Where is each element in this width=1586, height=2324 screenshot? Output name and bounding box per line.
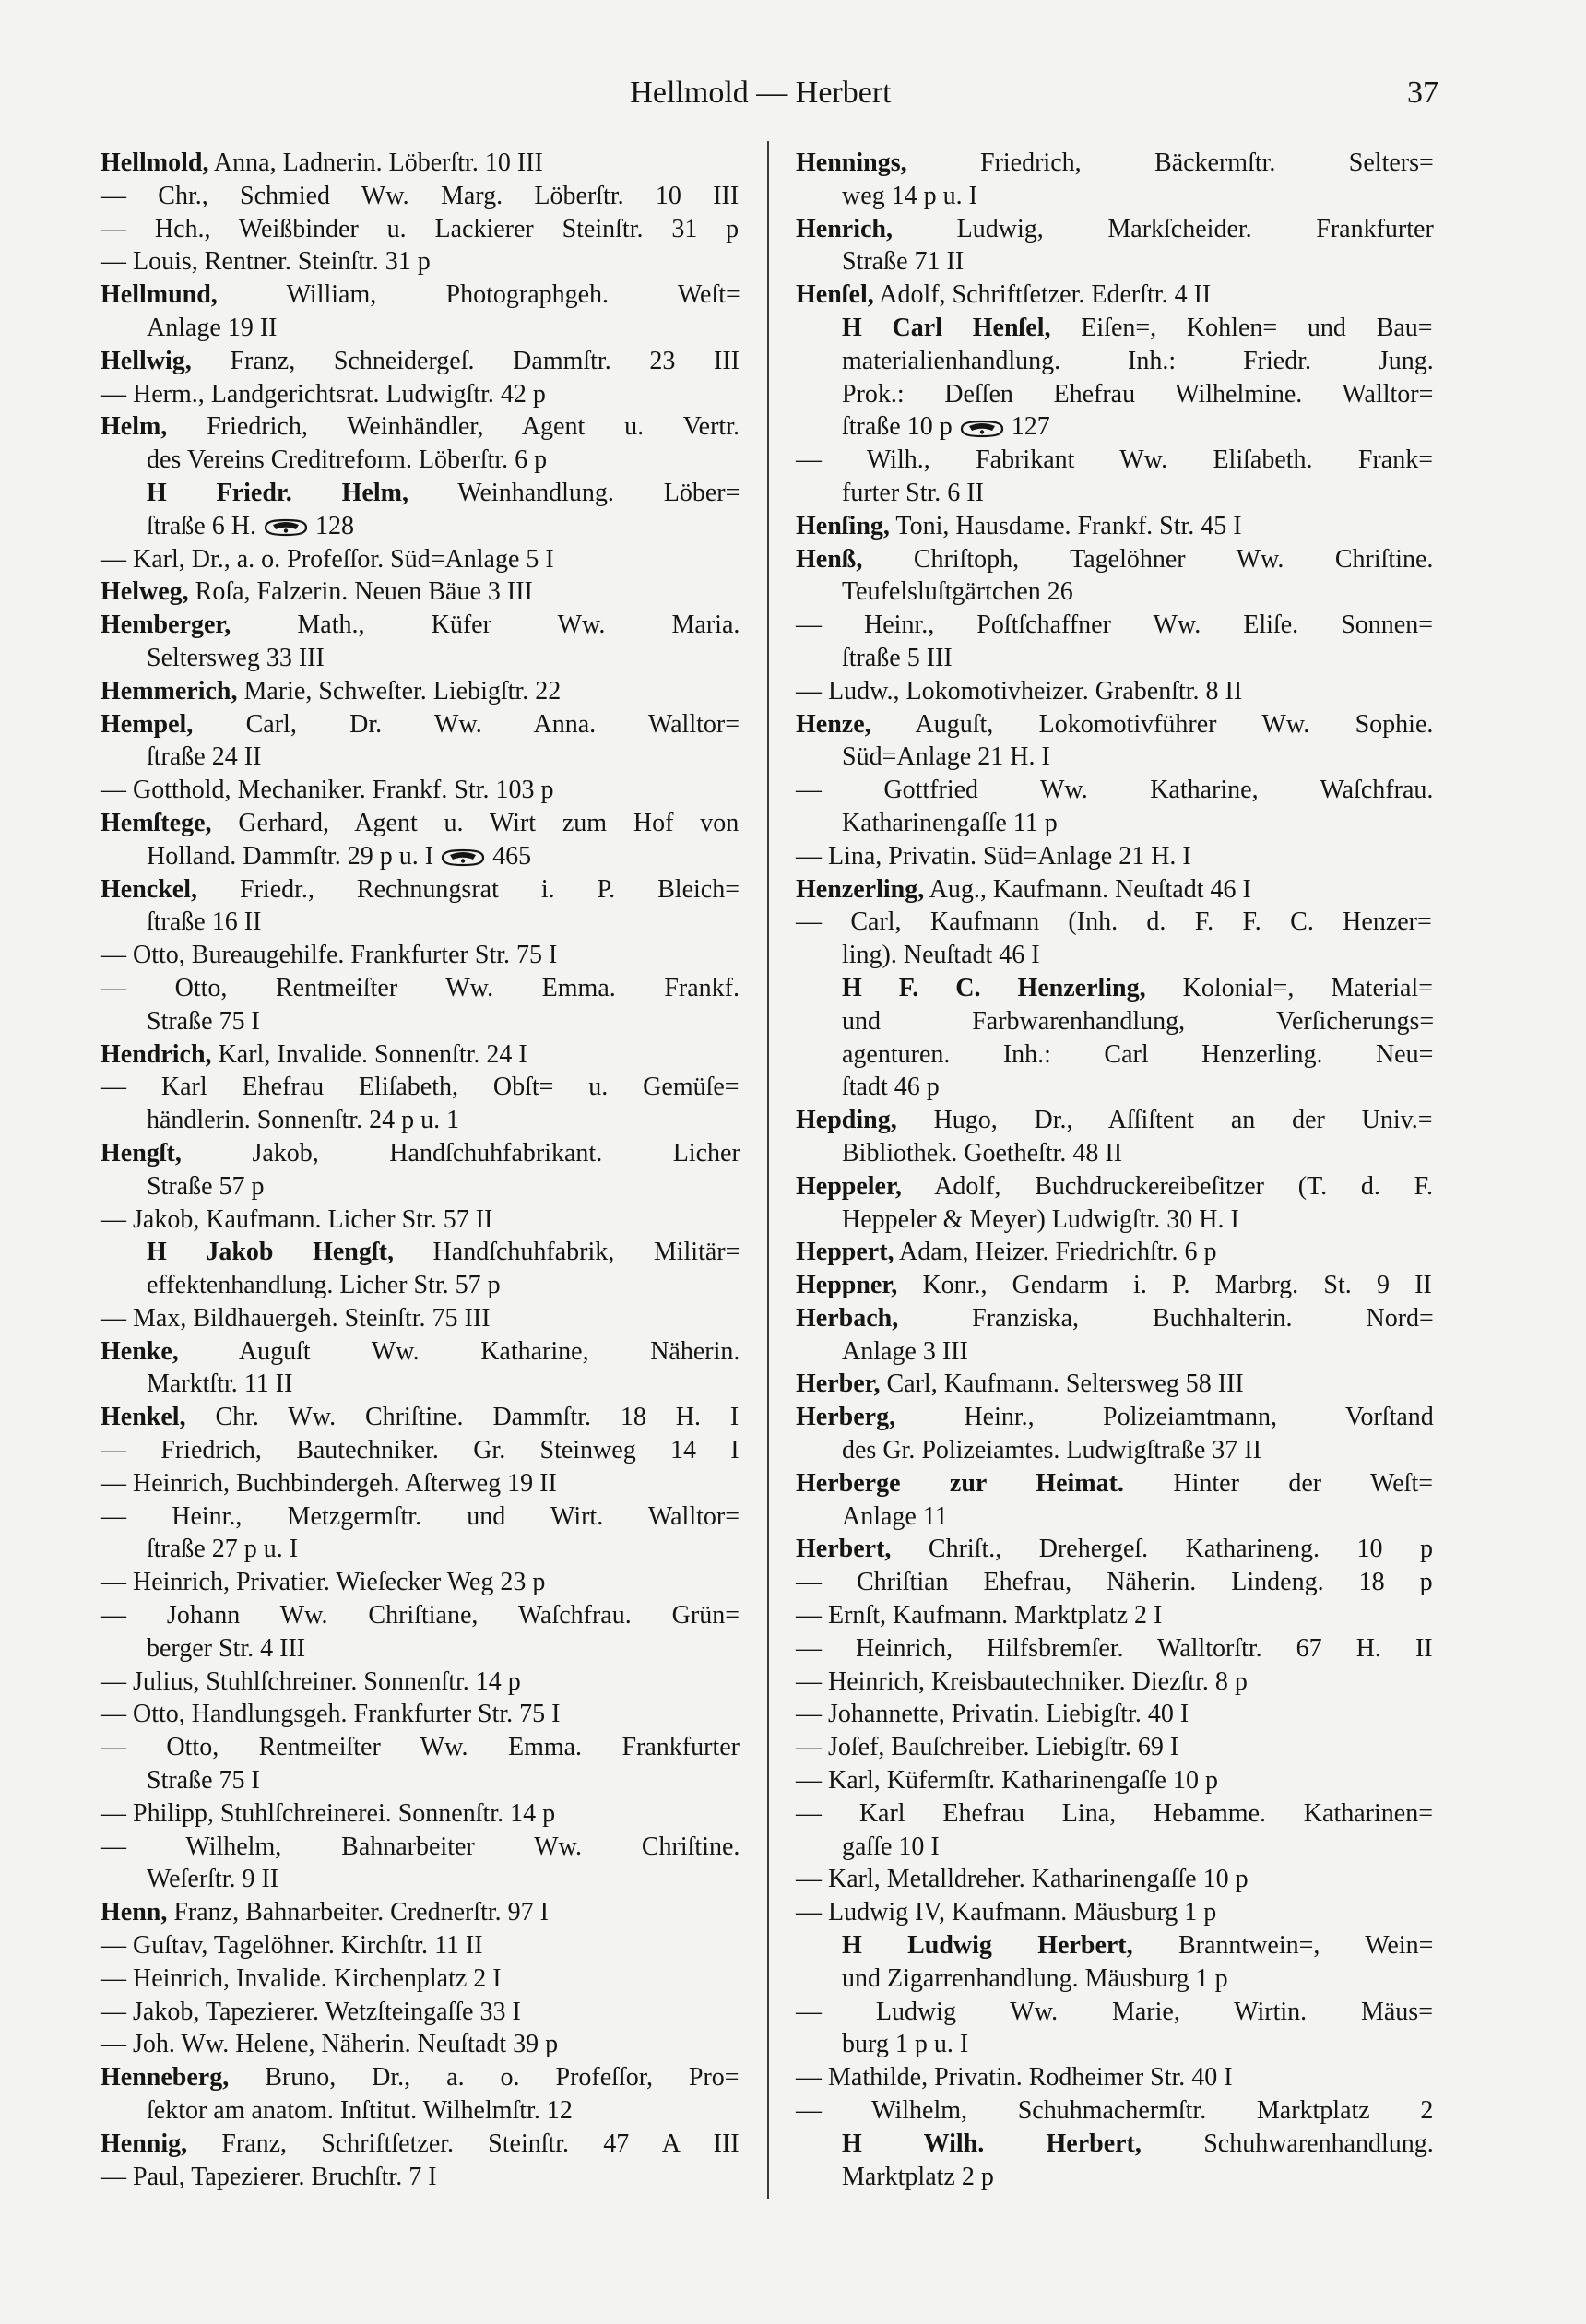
entry-text: — Guſtav, Tagelöhner. Kirchſtr. 11 II: [101, 1931, 483, 1961]
entry-text: — Joſef, Bauſchreiber. Liebigſtr. 69 I: [796, 1733, 1179, 1762]
entry-text: Anlage 19 II: [147, 313, 278, 342]
sub-entry: [796, 1764, 1435, 1797]
entry-text: Hugo, Dr., Aſſiſtent an der Univ.=: [933, 1106, 1433, 1135]
entry-name: Henn,: [101, 1898, 168, 1927]
name-entry: [101, 1401, 741, 1434]
entry-text: William, Photographgeh. Weſt=: [286, 280, 740, 310]
entry-continuation: [796, 410, 1435, 444]
telephone-icon: [263, 517, 309, 538]
entry-name: Henſing,: [796, 511, 890, 540]
entry-text: Auguſt Ww. Katharine, Näherin.: [238, 1336, 740, 1366]
entry-text: Franz, Schriftſetzer. Steinſtr. 47 A III: [221, 2128, 740, 2158]
entry-text: materialienhandlung. Inh.: Friedr. Jung.: [842, 346, 1434, 375]
entry-text: Straße 57 p: [147, 1171, 265, 1201]
firm-entry: [796, 2128, 1435, 2161]
name-entry: [796, 147, 1435, 180]
entry-text: — Heinrich, Privatier. Wieſecker Weg 23 p: [101, 1568, 546, 1597]
entry-name: Henkel,: [101, 1403, 186, 1432]
entry-text: — Paul, Tapezierer. Bruchſtr. 7 I: [101, 2162, 437, 2191]
entry-text: — Karl Ehefrau Eliſabeth, Obſt= u. Gemüſe=: [101, 1073, 740, 1102]
sub-entry: [796, 1599, 1435, 1632]
entry-name: Hellmund,: [101, 280, 218, 310]
entry-continuation: [796, 2028, 1435, 2061]
entry-text: Franziska, Buchhalterin. Nord=: [972, 1303, 1434, 1333]
entry-text: Roſa, Falzerin. Neuen Bäue 3 III: [195, 577, 533, 607]
entry-text: — Otto, Rentmeiſter Ww. Emma. Frankf.: [101, 973, 740, 1002]
sub-entry: [796, 840, 1435, 873]
name-entry: [101, 2128, 741, 2161]
entry-continuation: [101, 510, 741, 543]
entry-name: Henrich,: [796, 214, 893, 243]
entry-text: — Heinrich, Hilfsbremſer. Walltorſtr. 67 H. II: [796, 1633, 1433, 1663]
entry-name: Hempel,: [101, 709, 194, 739]
entry-text: Konr., Gendarm i. P. Marbrg. St. 9 II: [922, 1271, 1432, 1300]
entry-text: Anna, Ladnerin. Löberſtr. 10 III: [213, 148, 543, 177]
entry-text: Marie, Schweſter. Liebigſtr. 22: [243, 676, 562, 706]
entry-text: ſektor am anatom. Inſtitut. Wilhelmſtr. 12: [147, 2096, 573, 2126]
entry-text: Friedr., Rechnungsrat i. P. Bleich=: [240, 874, 740, 904]
sub-entry: [796, 444, 1435, 477]
name-entry: [796, 1269, 1435, 1302]
column-rule: [767, 141, 769, 2200]
entry-continuation: [101, 1269, 741, 1302]
entry-continuation: [796, 1962, 1435, 1996]
entry-text: — Mathilde, Privatin. Rodheimer Str. 40 I: [796, 2063, 1233, 2093]
entry-text: Toni, Hausdame. Frankf. Str. 45 I: [895, 511, 1242, 540]
entry-name: Henke,: [101, 1336, 179, 1366]
name-entry: [796, 510, 1435, 543]
entry-text: — Heinrich, Buchbindergeh. Aſterweg 19 II: [101, 1468, 557, 1498]
entry-text: — Ludwig Ww. Marie, Wirtin. Mäus=: [796, 1997, 1433, 2026]
entry-text: Friedrich, Weinhändler, Agent u. Vertr.: [207, 412, 740, 442]
entry-text: ſtraße 27 p u. I: [147, 1535, 299, 1564]
entry-name: Helweg,: [101, 577, 189, 607]
entry-text: Prok.: Deſſen Ehefrau Wilhelmine. Walltor=: [842, 379, 1434, 409]
entry-text: — Ludwig IV, Kaufmann. Mäusburg 1 p: [796, 1898, 1217, 1927]
sub-entry: [101, 1467, 741, 1500]
entry-text: Marktplatz 2 p: [842, 2162, 994, 2191]
name-entry: [101, 147, 741, 180]
sub-entry: [101, 245, 741, 279]
entry-continuation: [101, 741, 741, 774]
entry-name: Henſel,: [796, 280, 874, 310]
entry-continuation: [796, 1038, 1435, 1072]
entry-name: Henß,: [796, 544, 863, 574]
entry-text: Carl, Kaufmann. Seltersweg 58 III: [886, 1370, 1244, 1399]
entry-name: Herbert,: [796, 1535, 892, 1564]
entry-text: Seltersweg 33 III: [147, 643, 325, 672]
sub-entry: [101, 1797, 741, 1831]
left-column: [101, 147, 741, 2193]
entry-name: H Ludwig Herbert,: [842, 1931, 1133, 1961]
entry-text: ſtraße 16 II: [147, 907, 262, 937]
entry-text: Branntwein=, Wein=: [1178, 1931, 1434, 1961]
entry-text: Karl, Invalide. Sonnenſtr. 24 I: [218, 1039, 527, 1069]
entry-continuation: [101, 1632, 741, 1666]
entry-name: Herberge zur Heimat.: [796, 1468, 1124, 1498]
entry-continuation: [796, 245, 1435, 279]
entry-continuation: [796, 1335, 1435, 1369]
entry-text: weg 14 p u. I: [842, 181, 977, 210]
name-entry: [101, 345, 741, 378]
sub-entry: [796, 1797, 1435, 1831]
name-entry: [101, 675, 741, 708]
entry-continuation: [796, 939, 1435, 972]
name-entry: [101, 807, 741, 840]
name-entry: [796, 1104, 1435, 1137]
telephone-number: 465: [492, 841, 532, 871]
entry-continuation: [796, 2161, 1435, 2194]
entry-text: Jakob, Handſchuhfabrikant. Licher: [252, 1138, 740, 1168]
entry-continuation: [796, 1831, 1435, 1864]
entry-text: Aug., Kaufmann. Neuſtadt 46 I: [929, 874, 1251, 904]
entry-text: — Heinr., Metzgermſtr. und Wirt. Walltor=: [101, 1501, 740, 1531]
entry-text: — Chr., Schmied Ww. Marg. Löberſtr. 10 III: [101, 181, 740, 210]
entry-text: — Gotthold, Mechaniker. Frankf. Str. 103 p: [101, 776, 554, 805]
entry-continuation: [796, 1137, 1435, 1170]
entry-continuation: [796, 345, 1435, 378]
right-column: [796, 147, 1435, 2193]
entry-continuation: [101, 1368, 741, 1401]
entry-text: — Louis, Rentner. Steinſtr. 31 p: [101, 247, 431, 277]
name-entry: [101, 609, 741, 642]
sub-entry: [796, 609, 1435, 642]
entry-text: — Wilhelm, Bahnarbeiter Ww. Chriſtine.: [101, 1832, 740, 1861]
entry-text: Auguſt, Lokomotivführer Ww. Sophie.: [915, 709, 1434, 739]
sub-entry: [101, 1831, 741, 1864]
entry-text: — Heinr., Poſtſchaffner Ww. Eliſe. Sonnen=: [796, 611, 1433, 640]
entry-text: Handſchuhfabrik, Militär=: [432, 1238, 740, 1267]
entry-name: Hennings,: [796, 148, 907, 177]
entry-text: furter Str. 6 II: [842, 478, 984, 507]
telephone-number: 127: [1011, 412, 1050, 442]
entry-text: — Max, Bildhauergeh. Steinſtr. 75 III: [101, 1303, 491, 1333]
entry-text: — Johannette, Privatin. Liebigſtr. 40 I: [796, 1700, 1190, 1729]
entry-continuation: [101, 1533, 741, 1566]
firm-entry: [796, 1929, 1435, 1962]
name-entry: [796, 708, 1435, 741]
name-entry: [101, 1335, 741, 1369]
entry-continuation: [796, 1005, 1435, 1038]
sub-entry: [101, 1996, 741, 2029]
sub-entry: [796, 2061, 1435, 2094]
entry-continuation: [101, 312, 741, 345]
sub-entry: [796, 1698, 1435, 1731]
entry-text: Adolf, Schriftſetzer. Ederſtr. 4 II: [879, 280, 1212, 310]
running-head: Hellmold — Herbert: [630, 76, 892, 110]
entry-continuation: [796, 1071, 1435, 1104]
entry-text: und Zigarrenhandlung. Mäusburg 1 p: [842, 1963, 1228, 1993]
sub-entry: [101, 1731, 741, 1764]
entry-text: — Ludw., Lokomotivheizer. Grabenſtr. 8 II: [796, 676, 1243, 706]
entry-text: — Friedrich, Bautechniker. Gr. Steinweg 14 I: [101, 1436, 740, 1465]
entry-continuation: [101, 444, 741, 477]
entry-text: berger Str. 4 III: [147, 1633, 306, 1663]
entry-text: ling). Neuſtadt 46 I: [842, 941, 1040, 970]
entry-name: Herbach,: [796, 1303, 899, 1333]
entry-text: des Vereins Creditreform. Löberſtr. 6 p: [147, 445, 548, 475]
entry-name: Heppert,: [796, 1238, 894, 1267]
entry-text: — Lina, Privatin. Süd=Anlage 21 H. I: [796, 841, 1191, 871]
entry-text: Marktſtr. 11 II: [147, 1370, 293, 1399]
entry-continuation: [101, 1863, 741, 1896]
sub-entry: [796, 1566, 1435, 1599]
name-entry: [796, 543, 1435, 576]
entry-text: — Carl, Kaufmann (Inh. d. F. F. C. Henzer=: [796, 907, 1432, 937]
entry-text: Süd=Anlage 21 H. I: [842, 742, 1050, 772]
entry-text: Heinr., Polizeiamtmann, Vorſtand: [964, 1403, 1434, 1432]
sub-entry: [101, 180, 741, 213]
entry-text: — Heinrich, Invalide. Kirchenplatz 2 I: [101, 1963, 502, 1993]
entry-continuation: [796, 180, 1435, 213]
entry-name: Heppeler,: [796, 1171, 902, 1201]
entry-text: — Ernſt, Kaufmann. Marktplatz 2 I: [796, 1601, 1163, 1630]
entry-name: Herber,: [796, 1370, 881, 1399]
name-entry: [796, 279, 1435, 312]
entry-text: Weſerſtr. 9 II: [147, 1865, 279, 1894]
entry-text: des Gr. Polizeiamtes. Ludwigſtraße 37 II: [842, 1436, 1261, 1465]
entry-text: Katharinengaſſe 11 p: [842, 808, 1058, 837]
sub-entry: [101, 378, 741, 411]
entry-name: Henneberg,: [101, 2063, 230, 2093]
name-entry: [796, 1170, 1435, 1204]
entry-text: ſtraße 5 III: [842, 643, 953, 672]
entry-continuation: [101, 642, 741, 675]
sub-entry: [101, 1500, 741, 1534]
telephone-number: 128: [314, 511, 354, 540]
name-entry: [796, 1401, 1435, 1434]
entry-text: ſtraße 6 H.: [147, 511, 256, 540]
entry-continuation: [796, 1204, 1435, 1237]
firm-entry: [796, 312, 1435, 345]
entry-text: — Joh. Ww. Helene, Näherin. Neuſtadt 39 p: [101, 2030, 559, 2059]
name-entry: [796, 213, 1435, 246]
entry-text: ſtraße 24 II: [147, 742, 262, 772]
entry-continuation: [101, 840, 741, 873]
entry-name: H Wilh. Herbert,: [842, 2128, 1142, 2158]
name-entry: [101, 410, 741, 444]
entry-text: Heppeler & Meyer) Ludwigſtr. 30 H. I: [842, 1204, 1239, 1234]
entry-continuation: [796, 741, 1435, 774]
sub-entry: [796, 1632, 1435, 1666]
entry-text: — Karl, Dr., a. o. Profeſſor. Süd=Anlage 5 I: [101, 544, 554, 574]
entry-name: Herberg,: [796, 1403, 896, 1432]
entry-text: Friedrich, Bäckermſtr. Selters=: [980, 148, 1434, 177]
name-entry: [796, 873, 1435, 907]
sub-entry: [796, 1731, 1435, 1764]
name-entry: [101, 1038, 741, 1072]
entry-text: — Otto, Bureaugehilfe. Frankfurter Str. 75 I: [101, 941, 558, 970]
entry-continuation: [796, 575, 1435, 609]
entry-text: Teufelsluſtgärtchen 26: [842, 577, 1073, 607]
firm-entry: [101, 1236, 741, 1269]
entry-continuation: [796, 378, 1435, 411]
entry-name: Hendrich,: [101, 1039, 212, 1069]
entry-continuation: [101, 1005, 741, 1038]
entry-name: Hemberger,: [101, 611, 231, 640]
sub-entry: [796, 1666, 1435, 1699]
entry-text: gaſſe 10 I: [842, 1832, 940, 1861]
entry-name: Hellwig,: [101, 346, 192, 375]
sub-entry: [101, 1566, 741, 1599]
sub-entry: [101, 1666, 741, 1699]
sub-entry: [101, 213, 741, 246]
entry-name: Hengſt,: [101, 1138, 182, 1168]
entry-text: — Karl, Metalldreher. Katharinengaſſe 10 p: [796, 1865, 1249, 1894]
entry-text: Adam, Heizer. Friedrichſtr. 6 p: [899, 1238, 1217, 1267]
sub-entry: [101, 1434, 741, 1467]
entry-text: burg 1 p u. I: [842, 2030, 969, 2059]
entry-name: H Friedr. Helm,: [147, 478, 408, 507]
sub-entry: [796, 1896, 1435, 1929]
entry-text: Schuhwarenhandlung.: [1203, 2128, 1434, 2158]
entry-name: H Jakob Hengſt,: [147, 1238, 394, 1267]
firm-entry: [796, 972, 1435, 1005]
entry-name: Hepding,: [796, 1106, 897, 1135]
sub-entry: [101, 2161, 741, 2194]
entry-text: Anlage 11: [842, 1501, 948, 1531]
entry-text: — Jakob, Kaufmann. Licher Str. 57 II: [101, 1204, 493, 1234]
entry-text: — Wilhelm, Schuhmachermſtr. Marktplatz 2: [796, 2096, 1434, 2126]
entry-text: Gerhard, Agent u. Wirt zum Hof von: [238, 808, 740, 837]
entry-text: und Farbwarenhandlung, Verſicherungs=: [842, 1006, 1435, 1036]
entry-name: H Carl Henſel,: [842, 313, 1051, 342]
name-entry: [101, 279, 741, 312]
entry-text: ſtadt 46 p: [842, 1073, 940, 1102]
entry-text: Ludwig, Markſcheider. Frankfurter: [956, 214, 1434, 243]
entry-text: Bruno, Dr., a. o. Profeſſor, Pro=: [265, 2063, 740, 2093]
sub-entry: [796, 1863, 1435, 1896]
entry-name: Henzerling,: [796, 874, 925, 904]
entry-continuation: [796, 1500, 1435, 1534]
entry-text: Chriſt., Drehergeſ. Katharineng. 10 p: [928, 1535, 1434, 1564]
entry-text: Bibliothek. Goetheſtr. 48 II: [842, 1138, 1123, 1168]
entry-text: Eiſen=, Kohlen= und Bau=: [1081, 313, 1433, 342]
entry-text: — Chriſtian Ehefrau, Näherin. Lindeng. 18 p: [796, 1568, 1433, 1597]
entry-continuation: [101, 2094, 741, 2128]
sub-entry: [101, 2028, 741, 2061]
telephone-icon: [959, 419, 1005, 439]
sub-entry: [101, 1204, 741, 1237]
sub-entry: [796, 2094, 1435, 2128]
entry-text: Weinhandlung. Löber=: [457, 478, 740, 507]
entry-text: — Wilh., Fabrikant Ww. Eliſabeth. Frank=: [796, 445, 1433, 475]
entry-continuation: [796, 477, 1435, 510]
name-entry: [796, 1368, 1435, 1401]
entry-name: Heppner,: [796, 1271, 898, 1300]
entry-name: Henckel,: [101, 874, 197, 904]
name-entry: [796, 1302, 1435, 1335]
entry-text: — Karl Ehefrau Lina, Hebamme. Katharinen=: [796, 1798, 1433, 1828]
sub-entry: [101, 543, 741, 576]
entry-continuation: [101, 1764, 741, 1797]
entry-text: Math., Küfer Ww. Maria.: [297, 611, 740, 640]
entry-text: agenturen. Inh.: Carl Henzerling. Neu=: [842, 1039, 1434, 1069]
entry-name: Hemmerich,: [101, 676, 238, 706]
entry-text: Franz, Bahnarbeiter. Crednerſtr. 97 I: [173, 1898, 550, 1927]
name-entry: [101, 708, 741, 741]
entry-name: H F. C. Henzerling,: [842, 973, 1146, 1002]
entry-name: Hemſtege,: [101, 808, 212, 837]
entry-text: ſtraße 10 p: [842, 412, 953, 442]
entry-name: Henze,: [796, 709, 871, 739]
entry-text: — Jakob, Tapezierer. Wetzſteingaſſe 33 I: [101, 1997, 521, 2026]
entry-text: Chriſtoph, Tagelöhner Ww. Chriſtine.: [913, 544, 1434, 574]
entry-continuation: [796, 1434, 1435, 1467]
entry-name: Hellmold,: [101, 148, 209, 177]
entry-text: — Herm., Landgerichtsrat. Ludwigſtr. 42 p: [101, 379, 546, 409]
name-entry: [101, 873, 741, 907]
sub-entry: [101, 1929, 741, 1962]
entry-continuation: [101, 1170, 741, 1204]
entry-text: — Philipp, Stuhlſchreinerei. Sonnenſtr. 14 p: [101, 1798, 556, 1828]
sub-entry: [101, 774, 741, 807]
entry-text: Chr. Ww. Chriſtine. Dammſtr. 18 H. I: [215, 1403, 740, 1432]
sub-entry: [796, 675, 1435, 708]
entry-text: — Otto, Handlungsgeh. Frankfurter Str. 75 I: [101, 1700, 561, 1729]
entry-text: Adolf, Buchdruckereibeſitzer (T. d. F.: [934, 1171, 1433, 1201]
entry-text: Holland. Dammſtr. 29 p u. I: [147, 841, 434, 871]
entry-text: — Johann Ww. Chriſtiane, Waſchfrau. Grün=: [101, 1601, 740, 1630]
entry-text: händlerin. Sonnenſtr. 24 p u. 1: [147, 1106, 460, 1135]
entry-text: — Otto, Rentmeiſter Ww. Emma. Frankfurter: [101, 1733, 740, 1762]
sub-entry: [101, 939, 741, 972]
name-entry: [101, 575, 741, 609]
name-entry: [796, 1467, 1435, 1500]
sub-entry: [796, 774, 1435, 807]
entry-name: Helm,: [101, 412, 168, 442]
entry-text: — Hch., Weißbinder u. Lackierer Steinſtr. 31 p: [101, 214, 740, 243]
entry-text: Carl, Dr. Ww. Anna. Walltor=: [245, 709, 740, 739]
entry-continuation: [796, 642, 1435, 675]
sub-entry: [101, 1071, 741, 1104]
sub-entry: [796, 906, 1435, 939]
entry-text: Anlage 3 III: [842, 1336, 968, 1366]
entry-text: — Julius, Stuhlſchreiner. Sonnenſtr. 14 p: [101, 1666, 521, 1696]
name-entry: [796, 1533, 1435, 1566]
entry-text: Straße 75 I: [147, 1766, 260, 1796]
entry-text: — Gottfried Ww. Katharine, Waſchfrau.: [796, 776, 1434, 805]
entry-text: effektenhandlung. Licher Str. 57 p: [147, 1271, 501, 1300]
page-number: 37: [1407, 76, 1438, 110]
entry-continuation: [796, 807, 1435, 840]
name-entry: [101, 2061, 741, 2094]
sub-entry: [101, 1599, 741, 1632]
entry-text: Hinter der Weſt=: [1173, 1468, 1434, 1498]
sub-entry: [101, 972, 741, 1005]
entry-text: Straße 75 I: [147, 1006, 260, 1036]
name-entry: [101, 1137, 741, 1170]
name-entry: [101, 1896, 741, 1929]
entry-text: Franz, Schneidergeſ. Dammſtr. 23 III: [230, 346, 740, 375]
sub-entry: [101, 1962, 741, 1996]
telephone-icon: [440, 848, 486, 868]
entry-continuation: [101, 1104, 741, 1137]
entry-text: — Heinrich, Kreisbautechniker. Diezſtr. 8 p: [796, 1666, 1248, 1696]
entry-text: Kolonial=, Material=: [1182, 973, 1433, 1002]
sub-entry: [101, 1698, 741, 1731]
entry-text: Straße 71 II: [842, 247, 965, 277]
entry-name: Hennig,: [101, 2128, 188, 2158]
entry-text: — Karl, Küfermſtr. Katharinengaſſe 10 p: [796, 1766, 1218, 1796]
entry-continuation: [101, 906, 741, 939]
sub-entry: [101, 1302, 741, 1335]
name-entry: [796, 1236, 1435, 1269]
firm-entry: [101, 477, 741, 510]
sub-entry: [796, 1996, 1435, 2029]
